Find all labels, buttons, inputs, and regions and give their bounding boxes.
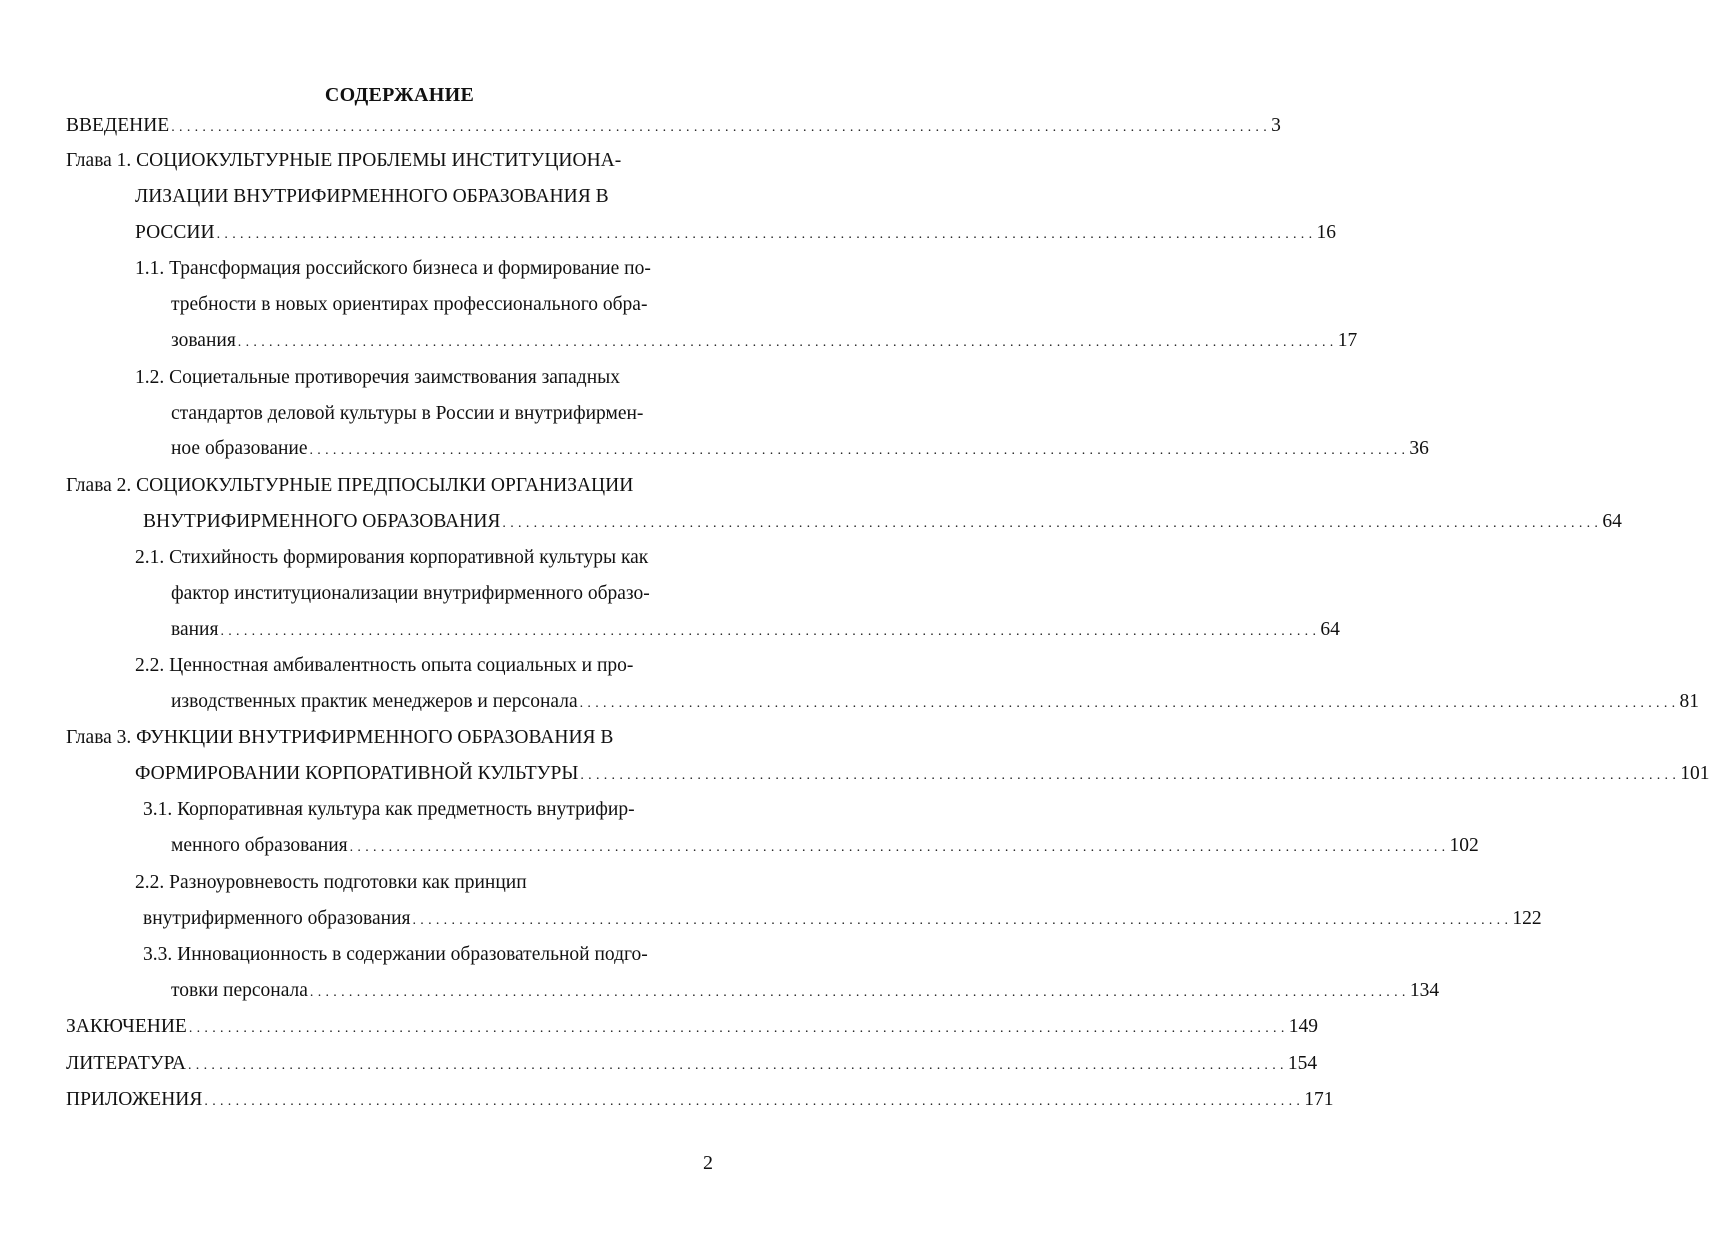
toc-page-number: 16 bbox=[1316, 222, 1336, 243]
dot-leader: . . . . . . . . . . . . . . . . . . . . . . . . . . . . . . . . . . . . . . . . . . . . . . . . . . . . . . . . . . . . . . . . . . . . . . . . . . . . . . . . . . . . . . . . . . . . . . . . . . . . . . . . . . . . . . . . . . . . . . . . . . . . . . . . . . . . . . . . . . . . . bbox=[188, 1058, 1284, 1073]
toc-entry-text: вания bbox=[171, 619, 219, 640]
dot-leader: . . . . . . . . . . . . . . . . . . . . . . . . . . . . . . . . . . . . . . . . . . . . . . . . . . . . . . . . . . . . . . . . . . . . . . . . . . . . . . . . . . . . . . . . . . . . . . . . . . . . . . . . . . . . . . . . . . . . . . . . . . . . . . . . . . . . . . . . . . . . . bbox=[502, 516, 1599, 531]
toc-entry-text: внутрифирменного образования bbox=[143, 908, 411, 929]
toc-section-3-1-line1: 3.1. Корпоративная культура как предметность внутрифир- bbox=[143, 799, 635, 820]
toc-section-2-2-line1: 2.2. Ценностная амбивалентность опыта социальных и про- bbox=[135, 655, 634, 676]
toc-entry-literature bbox=[66, 1050, 1318, 1078]
toc-page-number: 154 bbox=[1287, 1053, 1318, 1074]
dot-leader: . . . . . . . . . . . . . . . . . . . . . . . . . . . . . . . . . . . . . . . . . . . . . . . . . . . . . . . . . . . . . . . . . . . . . . . . . . . . . . . . . . . . . . . . . . . . . . . . . . . . . . . . . . . . . . . . . . . . . . . . . . . . . . . . . . . . . . . . . . . . . bbox=[216, 227, 1313, 242]
toc-section-2-2-line2 bbox=[171, 688, 1700, 716]
toc-chapter1-line3 bbox=[135, 219, 1336, 247]
toc-chapter3-line1: Глава 3. ФУНКЦИИ ВНУТРИФИРМЕННОГО ОБРАЗОВАНИЯ В bbox=[66, 727, 614, 748]
toc-entry-text: ЗАКЮЧЕНИЕ bbox=[66, 1016, 187, 1037]
toc-page-number: 17 bbox=[1337, 330, 1358, 351]
dot-leader: . . . . . . . . . . . . . . . . . . . . . . . . . . . . . . . . . . . . . . . . . . . . . . . . . . . . . . . . . . . . . . . . . . . . . . . . . . . . . . . . . . . . . . . . . . . . . . . . . . . . . . . . . . . . . . . . . . . . . . . . . . . . . . . . . . . . . . . . . . . . . bbox=[220, 624, 1317, 639]
toc-page-number: 122 bbox=[1512, 908, 1542, 929]
toc-section-1-1-line3 bbox=[171, 327, 1358, 355]
page-number: 2 bbox=[703, 1152, 713, 1174]
toc-section-1-2-line1: 1.2. Социетальные противоречия заимствования западных bbox=[135, 367, 621, 388]
toc-entry-introduction bbox=[66, 112, 1281, 140]
toc-entry-text: зования bbox=[171, 330, 236, 351]
dot-leader: . . . . . . . . . . . . . . . . . . . . . . . . . . . . . . . . . . . . . . . . . . . . . . . . . . . . . . . . . . . . . . . . . . . . . . . . . . . . . . . . . . . . . . . . . . . . . . . . . . . . . . . . . . . . . . . . . . . . . . . . . . . . . . . . . . . . . . . . . . . . . bbox=[349, 840, 1446, 855]
toc-entry-text: изводственных практик менеджеров и персонала bbox=[171, 691, 578, 712]
dot-leader: . . . . . . . . . . . . . . . . . . . . . . . . . . . . . . . . . . . . . . . . . . . . . . . . . . . . . . . . . . . . . . . . . . . . . . . . . . . . . . . . . . . . . . . . . . . . . . . . . . . . . . . . . . . . . . . . . . . . . . . . . . . . . . . . . . . . . . . . . . . . . bbox=[237, 335, 1334, 350]
toc-section-1-2-line2: стандартов деловой культуры в России и внутрифирмен- bbox=[171, 403, 644, 424]
toc-entry-conclusion bbox=[66, 1013, 1318, 1041]
toc-page-number: 101 bbox=[1680, 763, 1710, 784]
page-title: СОДЕРЖАНИЕ bbox=[324, 84, 475, 106]
toc-chapter2-line2 bbox=[143, 508, 1622, 536]
toc-page-number: 171 bbox=[1304, 1089, 1334, 1110]
toc-page-number: 102 bbox=[1449, 835, 1479, 856]
toc-chapter1-line2: ЛИЗАЦИИ ВНУТРИФИРМЕННОГО ОБРАЗОВАНИЯ В bbox=[135, 186, 609, 207]
toc-entry-text: ЛИТЕРАТУРА bbox=[66, 1053, 186, 1074]
dot-leader: . . . . . . . . . . . . . . . . . . . . . . . . . . . . . . . . . . . . . . . . . . . . . . . . . . . . . . . . . . . . . . . . . . . . . . . . . . . . . . . . . . . . . . . . . . . . . . . . . . . . . . . . . . . . . . . . . . . . . . . . . . . . . . . . . . . . . . . . . . . . . bbox=[309, 443, 1406, 458]
toc-entry-text: ное образование bbox=[171, 438, 308, 459]
toc-entry-text: менного образования bbox=[171, 835, 348, 856]
toc-section-2-1-line2: фактор институционализации внутрифирменного образо- bbox=[171, 583, 650, 604]
toc-section-3-3-line1: 3.3. Инновационность в содержании образовательной подго- bbox=[143, 944, 648, 965]
toc-page-number: 64 bbox=[1602, 511, 1622, 532]
dot-leader: . . . . . . . . . . . . . . . . . . . . . . . . . . . . . . . . . . . . . . . . . . . . . . . . . . . . . . . . . . . . . . . . . . . . . . . . . . . . . . . . . . . . . . . . . . . . . . . . . . . . . . . . . . . . . . . . . . . . . . . . . . . . . . . . . . . . . . . . . . . . . bbox=[204, 1094, 1301, 1109]
toc-entry-text: РОССИИ bbox=[135, 222, 215, 243]
toc-page-number: 149 bbox=[1288, 1016, 1318, 1037]
toc-entry-text: ВВЕДЕНИЕ bbox=[66, 115, 170, 136]
toc-page-number: 134 bbox=[1409, 980, 1440, 1001]
toc-section-2-1-line3 bbox=[171, 616, 1340, 644]
dot-leader: . . . . . . . . . . . . . . . . . . . . . . . . . . . . . . . . . . . . . . . . . . . . . . . . . . . . . . . . . . . . . . . . . . . . . . . . . . . . . . . . . . . . . . . . . . . . . . . . . . . . . . . . . . . . . . . . . . . . . . . . . . . . . . . . . . . . . . . . . . . . . bbox=[580, 768, 1677, 783]
toc-entry-text: ПРИЛОЖЕНИЯ bbox=[66, 1089, 203, 1110]
toc-section-3-2-line2 bbox=[143, 905, 1542, 933]
toc-chapter1-line1: Глава 1. СОЦИОКУЛЬТУРНЫЕ ПРОБЛЕМЫ ИНСТИТУЦИОНА- bbox=[66, 150, 622, 171]
dot-leader: . . . . . . . . . . . . . . . . . . . . . . . . . . . . . . . . . . . . . . . . . . . . . . . . . . . . . . . . . . . . . . . . . . . . . . . . . . . . . . . . . . . . . . . . . . . . . . . . . . . . . . . . . . . . . . . . . . . . . . . . . . . . . . . . . . . . . . . . . . . . . bbox=[412, 913, 1509, 928]
toc-section-1-2-line3 bbox=[171, 435, 1429, 463]
toc-section-3-3-line2 bbox=[171, 977, 1440, 1005]
toc-section-3-2-line1: 2.2. Разноуровневость подготовки как принцип bbox=[135, 872, 527, 893]
toc-page-number: 3 bbox=[1271, 115, 1281, 136]
toc-section-3-1-line2 bbox=[171, 832, 1479, 860]
toc-section-1-1-line2: требности в новых ориентирах профессионального обра- bbox=[171, 294, 648, 315]
dot-leader: . . . . . . . . . . . . . . . . . . . . . . . . . . . . . . . . . . . . . . . . . . . . . . . . . . . . . . . . . . . . . . . . . . . . . . . . . . . . . . . . . . . . . . . . . . . . . . . . . . . . . . . . . . . . . . . . . . . . . . . . . . . . . . . . . . . . . . . . . . . . . bbox=[579, 696, 1676, 711]
dot-leader: . . . . . . . . . . . . . . . . . . . . . . . . . . . . . . . . . . . . . . . . . . . . . . . . . . . . . . . . . . . . . . . . . . . . . . . . . . . . . . . . . . . . . . . . . . . . . . . . . . . . . . . . . . . . . . . . . . . . . . . . . . . . . . . . . . . . . . . . . . . . . bbox=[171, 120, 1268, 135]
toc-entry-text: товки персонала bbox=[171, 980, 308, 1001]
toc-section-2-1-line1: 2.1. Стихийность формирования корпоративной культуры как bbox=[135, 547, 649, 568]
toc-chapter3-line2 bbox=[135, 760, 1710, 788]
toc-chapter2-line1: Глава 2. СОЦИОКУЛЬТУРНЫЕ ПРЕДПОСЫЛКИ ОРГАНИЗАЦИИ bbox=[66, 475, 634, 496]
toc-section-1-1-line1: 1.1. Трансформация российского бизнеса и формирование по- bbox=[135, 258, 651, 279]
toc-page-number: 81 bbox=[1679, 691, 1700, 712]
dot-leader: . . . . . . . . . . . . . . . . . . . . . . . . . . . . . . . . . . . . . . . . . . . . . . . . . . . . . . . . . . . . . . . . . . . . . . . . . . . . . . . . . . . . . . . . . . . . . . . . . . . . . . . . . . . . . . . . . . . . . . . . . . . . . . . . . . . . . . . . . . . . . bbox=[188, 1021, 1285, 1036]
toc-page-number: 36 bbox=[1409, 438, 1429, 459]
toc-entry-text: ВНУТРИФИРМЕННОГО ОБРАЗОВАНИЯ bbox=[143, 511, 501, 532]
toc-entry-appendices bbox=[66, 1086, 1334, 1114]
dot-leader: . . . . . . . . . . . . . . . . . . . . . . . . . . . . . . . . . . . . . . . . . . . . . . . . . . . . . . . . . . . . . . . . . . . . . . . . . . . . . . . . . . . . . . . . . . . . . . . . . . . . . . . . . . . . . . . . . . . . . . . . . . . . . . . . . . . . . . . . . . . . . bbox=[309, 985, 1406, 1000]
toc-entry-text: ФОРМИРОВАНИИ КОРПОРАТИВНОЙ КУЛЬТУРЫ bbox=[135, 763, 579, 784]
toc-page-number: 64 bbox=[1320, 619, 1340, 640]
